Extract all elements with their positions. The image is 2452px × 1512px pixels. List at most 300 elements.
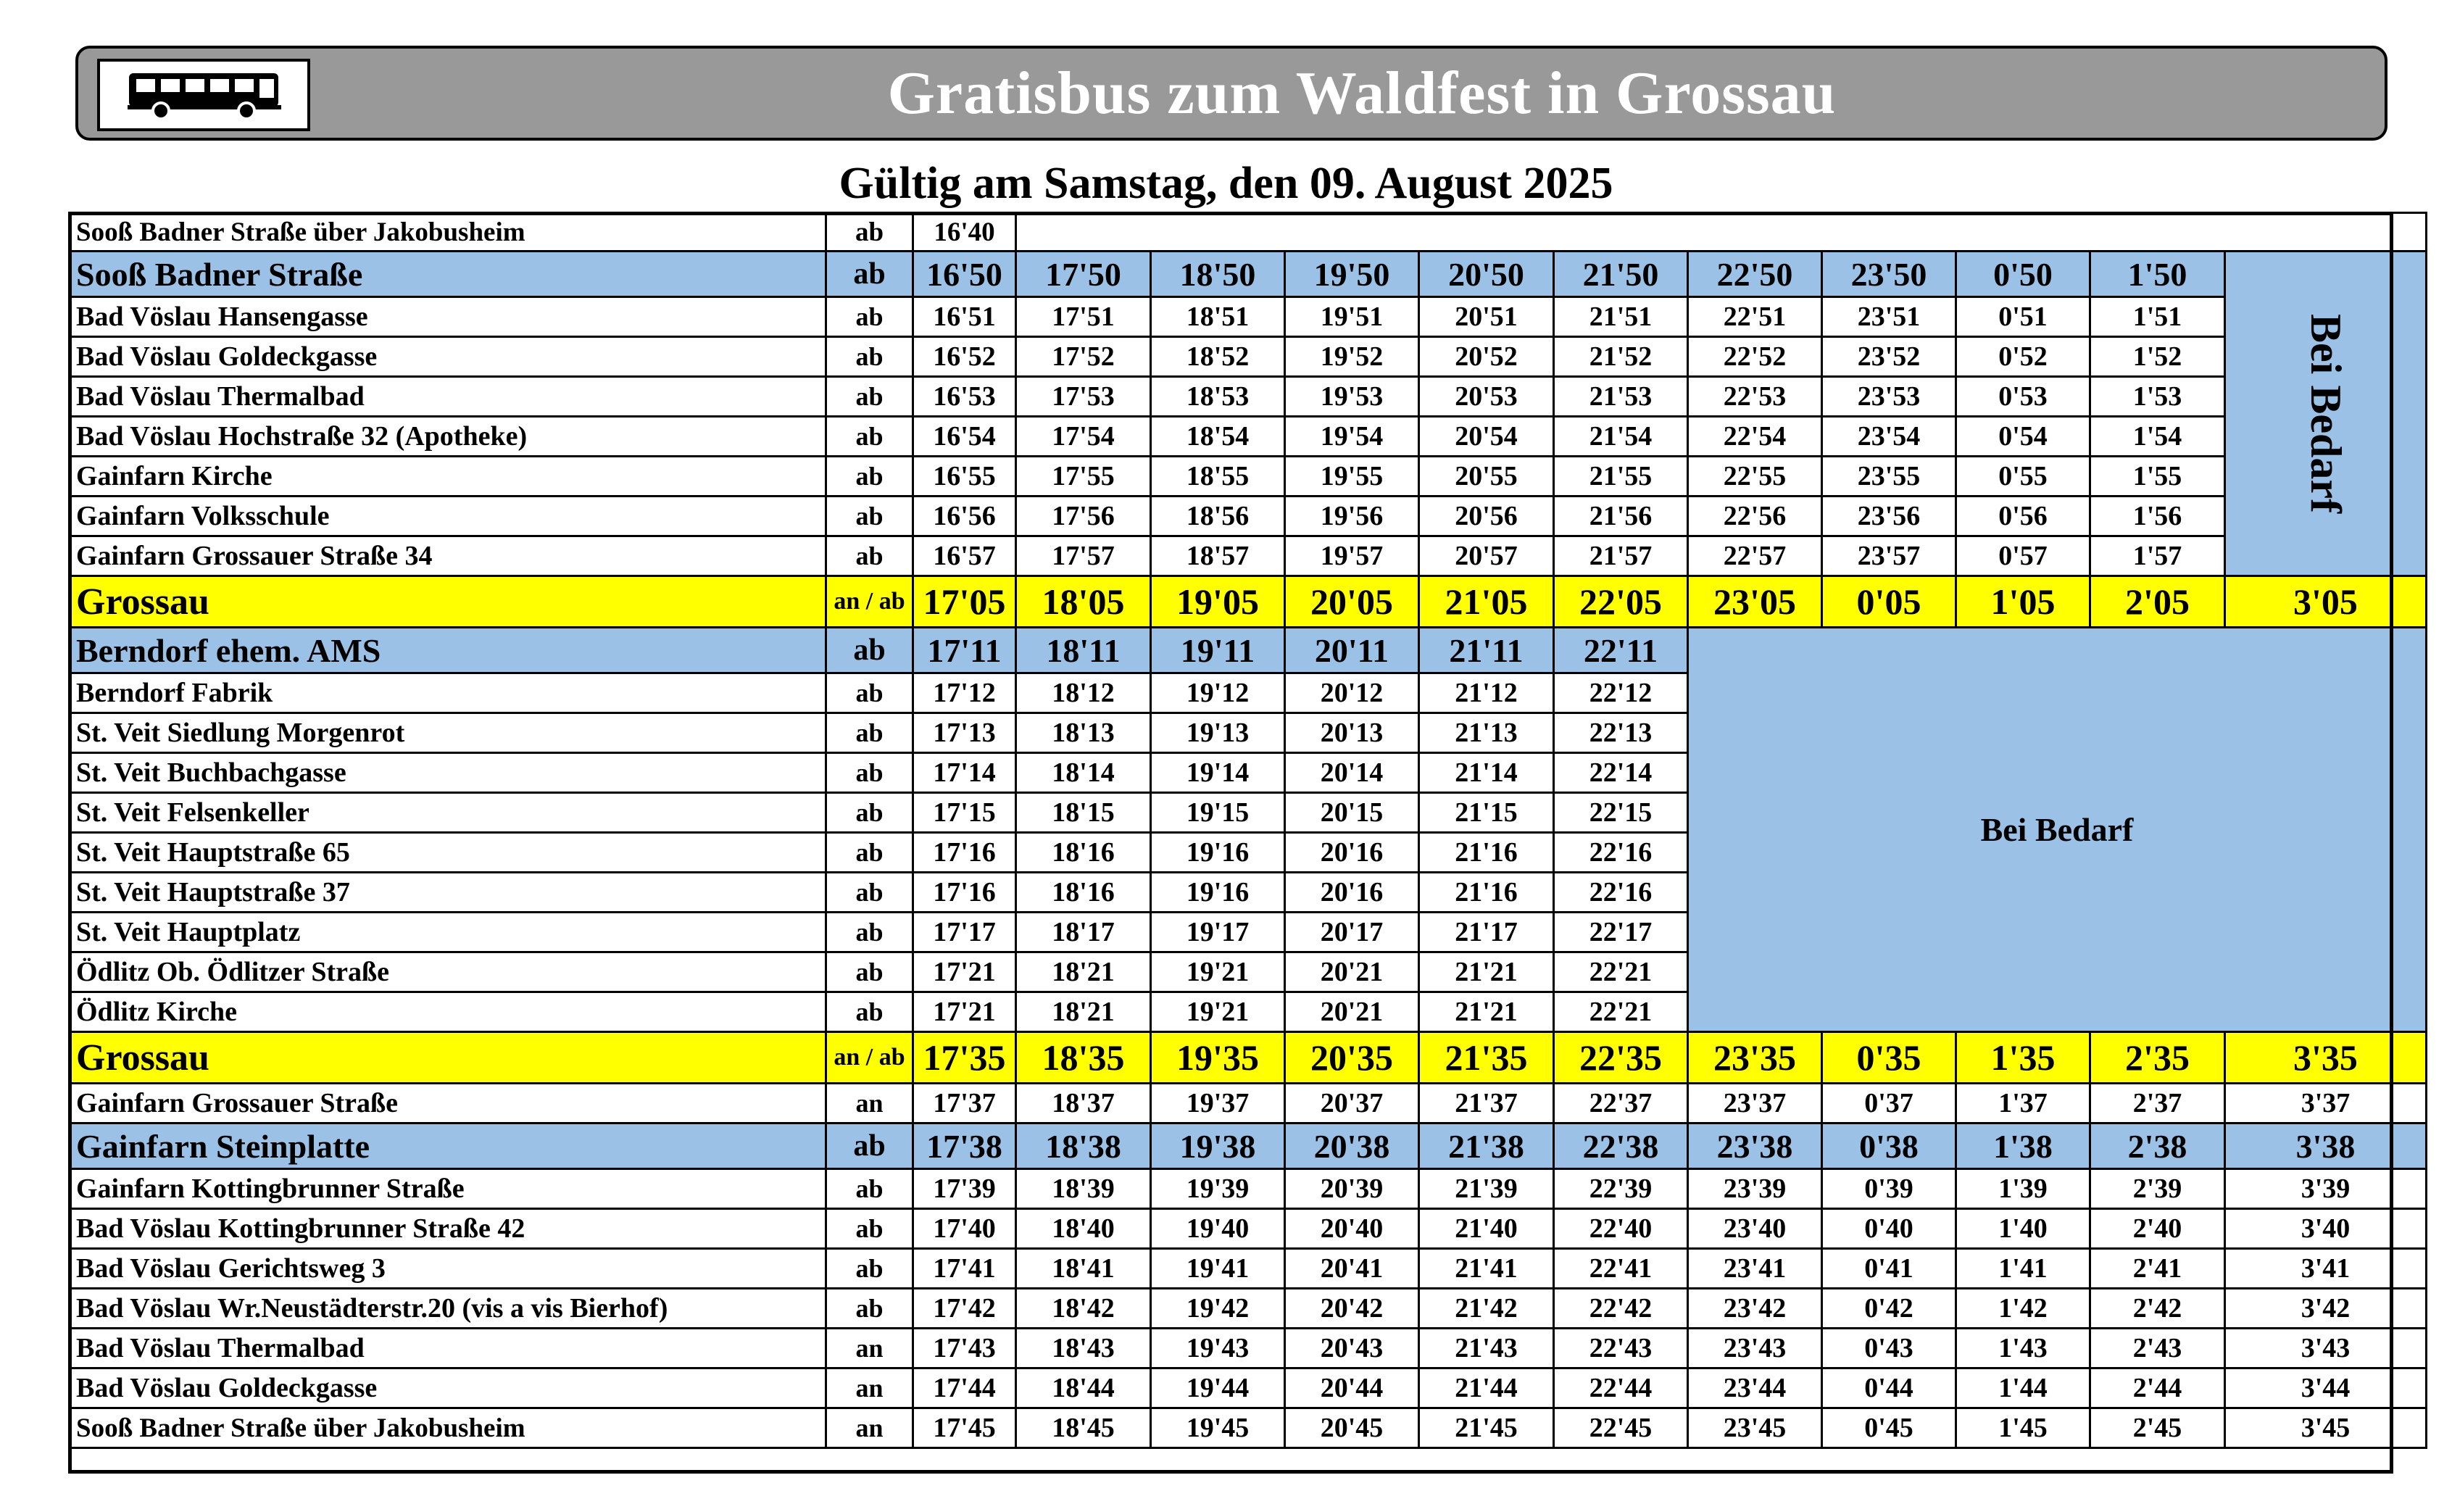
departure-time: 22'55: [1688, 457, 1822, 497]
departure-time: 22'16: [1554, 873, 1688, 913]
departure-time: 3'37: [2225, 1084, 2427, 1123]
departure-time: 0'35: [1822, 1032, 1956, 1084]
departure-time: 17'11: [913, 628, 1016, 673]
departure-time: 1'52: [2090, 337, 2225, 377]
table-row: [70, 1329, 2427, 1368]
arrival-departure-marker: ab: [826, 753, 913, 793]
departure-time: 21'42: [1419, 1289, 1554, 1329]
arrival-departure-marker: ab: [826, 1169, 913, 1209]
arrival-departure-marker: ab: [826, 213, 913, 252]
departure-time: 20'55: [1419, 457, 1554, 497]
departure-time: 22'42: [1554, 1289, 1688, 1329]
departure-time: 18'35: [1016, 1032, 1151, 1084]
departure-time: 22'13: [1554, 713, 1688, 753]
departure-time: 2'45: [2090, 1408, 2225, 1448]
stop-name: Gainfarn Steinplatte: [70, 1123, 826, 1169]
departure-time: 20'38: [1285, 1123, 1419, 1169]
departure-time: 19'57: [1285, 536, 1419, 576]
departure-time: 18'39: [1016, 1169, 1151, 1209]
departure-time: 0'40: [1822, 1209, 1956, 1249]
departure-time: 16'40: [913, 213, 1016, 252]
departure-time: 23'39: [1688, 1169, 1822, 1209]
departure-time: 1'05: [1956, 576, 2090, 628]
departure-time: 2'41: [2090, 1249, 2225, 1289]
arrival-departure-marker: ab: [826, 377, 913, 417]
departure-time: 0'52: [1956, 337, 2090, 377]
departure-time: 2'35: [2090, 1032, 2225, 1084]
stop-name: St. Veit Felsenkeller: [70, 793, 826, 833]
departure-time: 21'21: [1419, 952, 1554, 992]
stop-name: Sooß Badner Straße: [70, 252, 826, 297]
departure-time: 19'16: [1151, 833, 1285, 873]
departure-time: 19'12: [1151, 673, 1285, 713]
departure-time: 2'44: [2090, 1368, 2225, 1408]
arrival-departure-marker: ab: [826, 1249, 913, 1289]
departure-time: 22'15: [1554, 793, 1688, 833]
departure-time: 19'50: [1285, 252, 1419, 297]
table-row: [70, 1084, 2427, 1123]
departure-time: 22'21: [1554, 952, 1688, 992]
departure-time: 20'45: [1285, 1408, 1419, 1448]
departure-time: 1'56: [2090, 497, 2225, 536]
departure-time: 17'43: [913, 1329, 1016, 1368]
departure-time: 19'53: [1285, 377, 1419, 417]
table-row: [70, 628, 2427, 673]
stop-name: Grossau: [70, 576, 826, 628]
table-row: [70, 1032, 2427, 1084]
departure-time: 20'57: [1419, 536, 1554, 576]
departure-time: 19'17: [1151, 913, 1285, 952]
departure-time: 18'55: [1151, 457, 1285, 497]
departure-time: 17'41: [913, 1249, 1016, 1289]
departure-time: 18'41: [1016, 1249, 1151, 1289]
departure-time: 23'05: [1688, 576, 1822, 628]
table-row: [70, 457, 2427, 497]
departure-time: 16'53: [913, 377, 1016, 417]
departure-time: 20'56: [1419, 497, 1554, 536]
departure-time: 21'54: [1554, 417, 1688, 457]
departure-time: 22'52: [1688, 337, 1822, 377]
departure-time: 3'43: [2225, 1329, 2427, 1368]
departure-time: 19'54: [1285, 417, 1419, 457]
departure-time: 22'16: [1554, 833, 1688, 873]
departure-time: 23'37: [1688, 1084, 1822, 1123]
stop-name: Gainfarn Grossauer Straße 34: [70, 536, 826, 576]
arrival-departure-marker: ab: [826, 536, 913, 576]
on-demand-vertical-label: [2225, 252, 2427, 576]
departure-time: 0'57: [1956, 536, 2090, 576]
departure-time: 22'17: [1554, 913, 1688, 952]
arrival-departure-marker: ab: [826, 297, 913, 337]
departure-time: 20'11: [1285, 628, 1419, 673]
departure-time: 20'39: [1285, 1169, 1419, 1209]
table-row: [70, 1249, 2427, 1289]
departure-time: 17'51: [1016, 297, 1151, 337]
departure-time: 19'38: [1151, 1123, 1285, 1169]
arrival-departure-marker: ab: [826, 628, 913, 673]
departure-time: 20'14: [1285, 753, 1419, 793]
departure-time: 1'40: [1956, 1209, 2090, 1249]
arrival-departure-marker: an: [826, 1329, 913, 1368]
departure-time: 20'15: [1285, 793, 1419, 833]
departure-time: 20'16: [1285, 833, 1419, 873]
arrival-departure-marker: ab: [826, 992, 913, 1032]
arrival-departure-marker: ab: [826, 793, 913, 833]
table-row: [70, 417, 2427, 457]
departure-time: 19'42: [1151, 1289, 1285, 1329]
departure-time: 23'51: [1822, 297, 1956, 337]
departure-time: 23'55: [1822, 457, 1956, 497]
departure-time: 20'21: [1285, 952, 1419, 992]
departure-time: 2'37: [2090, 1084, 2225, 1123]
departure-time: 1'54: [2090, 417, 2225, 457]
departure-time: 20'13: [1285, 713, 1419, 753]
stop-name: Sooß Badner Straße über Jakobusheim: [70, 213, 826, 252]
arrival-departure-marker: ab: [826, 673, 913, 713]
departure-time: 16'56: [913, 497, 1016, 536]
departure-time: 19'56: [1285, 497, 1419, 536]
departure-time: 17'42: [913, 1289, 1016, 1329]
departure-time: 18'15: [1016, 793, 1151, 833]
departure-time: 3'45: [2225, 1408, 2427, 1448]
arrival-departure-marker: ab: [826, 337, 913, 377]
table-row: [70, 337, 2427, 377]
departure-time: 0'39: [1822, 1169, 1956, 1209]
departure-time: 18'38: [1016, 1123, 1151, 1169]
departure-time: 16'54: [913, 417, 1016, 457]
departure-time: 1'55: [2090, 457, 2225, 497]
departure-time: 20'44: [1285, 1368, 1419, 1408]
departure-time: 21'57: [1554, 536, 1688, 576]
departure-time: 18'54: [1151, 417, 1285, 457]
validity-subtitle: Gültig am Samstag, den 09. August 2025: [839, 159, 1613, 208]
departure-time: 17'21: [913, 952, 1016, 992]
arrival-departure-marker: ab: [826, 457, 913, 497]
departure-time: 20'40: [1285, 1209, 1419, 1249]
stop-name: St. Veit Buchbachgasse: [70, 753, 826, 793]
departure-time: 23'44: [1688, 1368, 1822, 1408]
departure-time: 22'14: [1554, 753, 1688, 793]
departure-time: 19'43: [1151, 1329, 1285, 1368]
departure-time: 1'39: [1956, 1169, 2090, 1209]
departure-time: 23'56: [1822, 497, 1956, 536]
departure-time: 3'44: [2225, 1368, 2427, 1408]
departure-time: 18'14: [1016, 753, 1151, 793]
departure-time: 22'57: [1688, 536, 1822, 576]
departure-time: 21'56: [1554, 497, 1688, 536]
departure-time: 21'53: [1554, 377, 1688, 417]
departure-time: 2'38: [2090, 1123, 2225, 1169]
stop-name: Bad Vöslau Hochstraße 32 (Apotheke): [70, 417, 826, 457]
departure-time: 20'54: [1419, 417, 1554, 457]
bus-icon: [128, 70, 281, 121]
departure-time: 17'39: [913, 1169, 1016, 1209]
departure-time: 1'37: [1956, 1084, 2090, 1123]
arrival-departure-marker: ab: [826, 252, 913, 297]
departure-time: 2'05: [2090, 576, 2225, 628]
on-demand-block: Bei Bedarf: [1688, 628, 2427, 1032]
departure-time: 23'52: [1822, 337, 1956, 377]
departure-time: 21'37: [1419, 1084, 1554, 1123]
departure-time: 20'43: [1285, 1329, 1419, 1368]
departure-time: 23'50: [1822, 252, 1956, 297]
departure-time: 19'51: [1285, 297, 1419, 337]
departure-time: 20'51: [1419, 297, 1554, 337]
departure-time: 18'50: [1151, 252, 1285, 297]
departure-time: 18'12: [1016, 673, 1151, 713]
arrival-departure-marker: ab: [826, 417, 913, 457]
arrival-departure-marker: an: [826, 1368, 913, 1408]
timetable: [68, 212, 2427, 1449]
arrival-departure-marker: ab: [826, 873, 913, 913]
departure-time: 2'40: [2090, 1209, 2225, 1249]
departure-time: 17'05: [913, 576, 1016, 628]
title-banner: [75, 46, 2387, 141]
departure-time: 3'41: [2225, 1249, 2427, 1289]
departure-time: 17'16: [913, 833, 1016, 873]
departure-time: 19'05: [1151, 576, 1285, 628]
departure-time: 18'40: [1016, 1209, 1151, 1249]
stop-name: Bad Vöslau Kottingbrunner Straße 42: [70, 1209, 826, 1249]
departure-time: 19'13: [1151, 713, 1285, 753]
departure-time: 17'13: [913, 713, 1016, 753]
arrival-departure-marker: ab: [826, 713, 913, 753]
departure-time: 16'51: [913, 297, 1016, 337]
departure-time: 19'37: [1151, 1084, 1285, 1123]
departure-time: 21'12: [1419, 673, 1554, 713]
departure-time: 19'39: [1151, 1169, 1285, 1209]
departure-time: 19'55: [1285, 457, 1419, 497]
departure-time: 22'50: [1688, 252, 1822, 297]
departure-time: 22'38: [1554, 1123, 1688, 1169]
departure-time: 22'43: [1554, 1329, 1688, 1368]
table-row: [70, 297, 2427, 337]
departure-time: 18'13: [1016, 713, 1151, 753]
empty-cell: [1016, 213, 2427, 252]
departure-time: 22'41: [1554, 1249, 1688, 1289]
departure-time: 17'14: [913, 753, 1016, 793]
departure-time: 18'16: [1016, 873, 1151, 913]
departure-time: 21'15: [1419, 793, 1554, 833]
departure-time: 21'52: [1554, 337, 1688, 377]
departure-time: 21'40: [1419, 1209, 1554, 1249]
departure-time: 21'13: [1419, 713, 1554, 753]
stop-name: St. Veit Hauptplatz: [70, 913, 826, 952]
departure-time: 1'57: [2090, 536, 2225, 576]
departure-time: 17'16: [913, 873, 1016, 913]
departure-time: 17'57: [1016, 536, 1151, 576]
departure-time: 21'21: [1419, 992, 1554, 1032]
departure-time: 21'38: [1419, 1123, 1554, 1169]
departure-time: 23'42: [1688, 1289, 1822, 1329]
table-row: [70, 1123, 2427, 1169]
stop-name: Bad Vöslau Wr.Neustädterstr.20 (vis a vis Bierhof): [70, 1289, 826, 1329]
departure-time: 23'35: [1688, 1032, 1822, 1084]
departure-time: 2'43: [2090, 1329, 2225, 1368]
table-row: [70, 536, 2427, 576]
departure-time: 21'16: [1419, 833, 1554, 873]
departure-time: 17'15: [913, 793, 1016, 833]
departure-time: 19'21: [1151, 992, 1285, 1032]
departure-time: 21'39: [1419, 1169, 1554, 1209]
departure-time: 20'05: [1285, 576, 1419, 628]
departure-time: 22'21: [1554, 992, 1688, 1032]
departure-time: 20'52: [1419, 337, 1554, 377]
departure-time: 16'50: [913, 252, 1016, 297]
arrival-departure-marker: ab: [826, 1123, 913, 1169]
departure-time: 22'51: [1688, 297, 1822, 337]
stop-name: Ödlitz Kirche: [70, 992, 826, 1032]
departure-time: 23'43: [1688, 1329, 1822, 1368]
stop-name: Berndorf Fabrik: [70, 673, 826, 713]
departure-time: 18'44: [1016, 1368, 1151, 1408]
departure-time: 23'45: [1688, 1408, 1822, 1448]
departure-time: 18'52: [1151, 337, 1285, 377]
departure-time: 19'45: [1151, 1408, 1285, 1448]
departure-time: 18'16: [1016, 833, 1151, 873]
stop-name: Ödlitz Ob. Ödlitzer Straße: [70, 952, 826, 992]
departure-time: 21'55: [1554, 457, 1688, 497]
departure-time: 16'52: [913, 337, 1016, 377]
departure-time: 21'16: [1419, 873, 1554, 913]
departure-time: 22'44: [1554, 1368, 1688, 1408]
departure-time: 22'12: [1554, 673, 1688, 713]
departure-time: 22'35: [1554, 1032, 1688, 1084]
departure-time: 19'21: [1151, 952, 1285, 992]
stop-name: St. Veit Siedlung Morgenrot: [70, 713, 826, 753]
stop-name: St. Veit Hauptstraße 37: [70, 873, 826, 913]
departure-time: 17'21: [913, 992, 1016, 1032]
departure-time: 1'35: [1956, 1032, 2090, 1084]
departure-time: 22'54: [1688, 417, 1822, 457]
departure-time: 18'05: [1016, 576, 1151, 628]
bus-logo-box: [97, 59, 310, 131]
departure-time: 0'38: [1822, 1123, 1956, 1169]
departure-time: 0'56: [1956, 497, 2090, 536]
departure-time: 0'43: [1822, 1329, 1956, 1368]
stop-name: Gainfarn Kottingbrunner Straße: [70, 1169, 826, 1209]
stop-name: St. Veit Hauptstraße 65: [70, 833, 826, 873]
departure-time: 1'53: [2090, 377, 2225, 417]
departure-time: 18'57: [1151, 536, 1285, 576]
departure-time: 0'53: [1956, 377, 2090, 417]
departure-time: 19'16: [1151, 873, 1285, 913]
table-row: [70, 1209, 2427, 1249]
departure-time: 23'53: [1822, 377, 1956, 417]
arrival-departure-marker: an: [826, 1408, 913, 1448]
table-row: [70, 252, 2427, 297]
stop-name: Gainfarn Volksschule: [70, 497, 826, 536]
departure-time: 18'17: [1016, 913, 1151, 952]
departure-time: 2'42: [2090, 1289, 2225, 1329]
departure-time: 1'50: [2090, 252, 2225, 297]
stop-name: Bad Vöslau Goldeckgasse: [70, 1368, 826, 1408]
departure-time: 0'51: [1956, 297, 2090, 337]
table-row: [70, 1289, 2427, 1329]
stop-name: Gainfarn Kirche: [70, 457, 826, 497]
departure-time: 20'41: [1285, 1249, 1419, 1289]
departure-time: 20'16: [1285, 873, 1419, 913]
departure-time: 19'35: [1151, 1032, 1285, 1084]
departure-time: 16'57: [913, 536, 1016, 576]
departure-time: 17'40: [913, 1209, 1016, 1249]
stop-name: Bad Vöslau Gerichtsweg 3: [70, 1249, 826, 1289]
departure-time: 20'17: [1285, 913, 1419, 952]
arrival-departure-marker: an / ab: [826, 576, 913, 628]
departure-time: 21'14: [1419, 753, 1554, 793]
departure-time: 1'43: [1956, 1329, 2090, 1368]
departure-time: 18'43: [1016, 1329, 1151, 1368]
departure-time: 0'37: [1822, 1084, 1956, 1123]
departure-time: 19'14: [1151, 753, 1285, 793]
departure-time: 20'37: [1285, 1084, 1419, 1123]
stop-name: Bad Vöslau Hansengasse: [70, 297, 826, 337]
departure-time: 19'40: [1151, 1209, 1285, 1249]
departure-time: 18'21: [1016, 952, 1151, 992]
table-row: [70, 1169, 2427, 1209]
arrival-departure-marker: ab: [826, 952, 913, 992]
table-row: [70, 1368, 2427, 1408]
departure-time: 22'53: [1688, 377, 1822, 417]
departure-time: 17'35: [913, 1032, 1016, 1084]
departure-time: 21'41: [1419, 1249, 1554, 1289]
departure-time: 21'17: [1419, 913, 1554, 952]
stop-name: Bad Vöslau Thermalbad: [70, 1329, 826, 1368]
departure-time: 20'42: [1285, 1289, 1419, 1329]
arrival-departure-marker: an: [826, 1084, 913, 1123]
departure-time: 21'45: [1419, 1408, 1554, 1448]
departure-time: 19'15: [1151, 793, 1285, 833]
departure-time: 3'39: [2225, 1169, 2427, 1209]
departure-time: 0'50: [1956, 252, 2090, 297]
departure-time: 20'12: [1285, 673, 1419, 713]
departure-time: 1'42: [1956, 1289, 2090, 1329]
stop-name: Bad Vöslau Thermalbad: [70, 377, 826, 417]
departure-time: 19'44: [1151, 1368, 1285, 1408]
table-row: [70, 576, 2427, 628]
departure-time: 18'45: [1016, 1408, 1151, 1448]
arrival-departure-marker: ab: [826, 833, 913, 873]
departure-time: 17'12: [913, 673, 1016, 713]
stop-name: Berndorf ehem. AMS: [70, 628, 826, 673]
departure-time: 17'53: [1016, 377, 1151, 417]
stop-name: Grossau: [70, 1032, 826, 1084]
departure-time: 17'44: [913, 1368, 1016, 1408]
departure-time: 23'40: [1688, 1209, 1822, 1249]
departure-time: 17'37: [913, 1084, 1016, 1123]
departure-time: 3'42: [2225, 1289, 2427, 1329]
departure-time: 21'35: [1419, 1032, 1554, 1084]
arrival-departure-marker: ab: [826, 497, 913, 536]
departure-time: 18'56: [1151, 497, 1285, 536]
departure-time: 3'35: [2225, 1032, 2427, 1084]
page-title: Gratisbus zum Waldfest in Grossau: [887, 59, 1837, 127]
departure-time: 18'21: [1016, 992, 1151, 1032]
departure-time: 23'38: [1688, 1123, 1822, 1169]
stop-name: Bad Vöslau Goldeckgasse: [70, 337, 826, 377]
departure-time: 23'57: [1822, 536, 1956, 576]
departure-time: 3'38: [2225, 1123, 2427, 1169]
departure-time: 23'54: [1822, 417, 1956, 457]
departure-time: 19'52: [1285, 337, 1419, 377]
on-demand-text: Bei Bedarf: [2301, 314, 2350, 513]
departure-time: 21'51: [1554, 297, 1688, 337]
arrival-departure-marker: an / ab: [826, 1032, 913, 1084]
departure-time: 1'51: [2090, 297, 2225, 337]
departure-time: 21'50: [1554, 252, 1688, 297]
departure-time: 22'11: [1554, 628, 1688, 673]
arrival-departure-marker: ab: [826, 1289, 913, 1329]
